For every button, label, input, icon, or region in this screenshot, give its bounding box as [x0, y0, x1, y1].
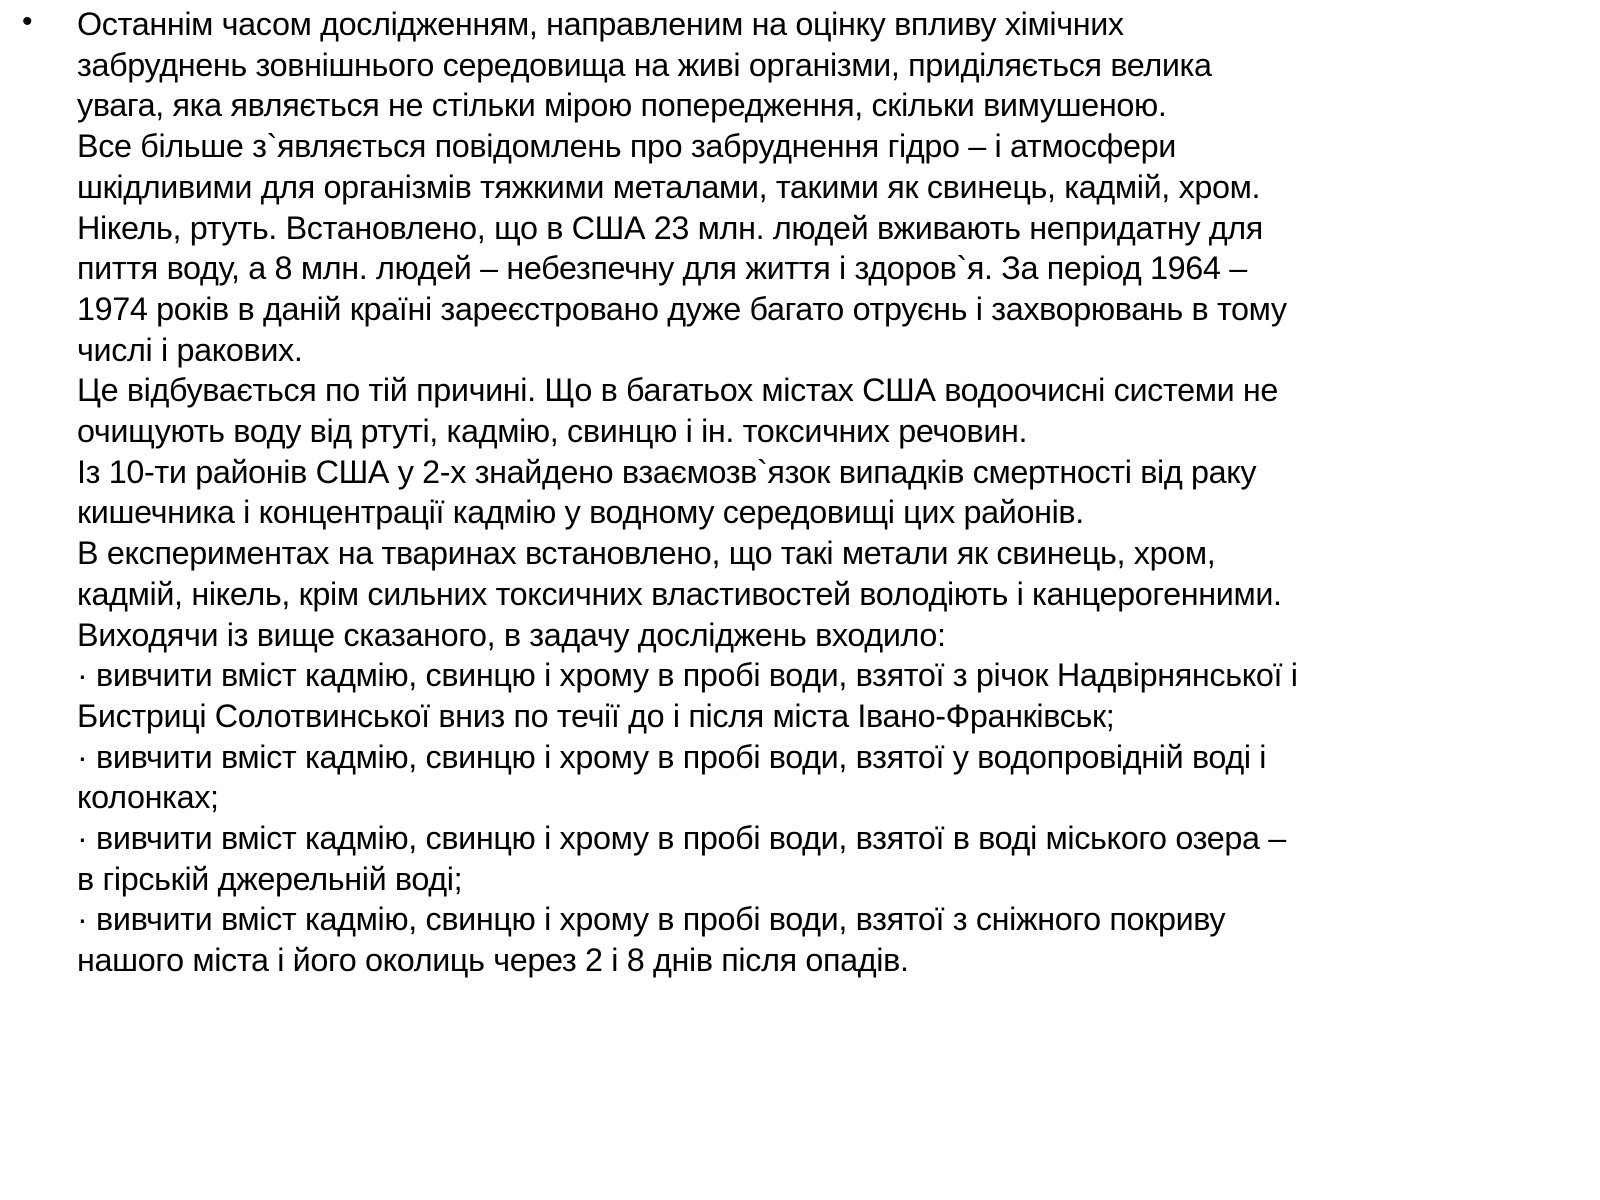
- text-line: Останнім часом дослідженням, направленим на оцінку впливу хімічних: [77, 6, 1124, 42]
- text-line: Із 10-ти районів США у 2-х знайдено взаємозв`язок випадків смертності від раку: [77, 453, 1257, 490]
- text-line: Все більше з`являється повідомлень про забруднення гідро – і атмосфери: [77, 128, 1176, 165]
- text-line: · вивчити вміст кадмію, свинцю і хрому в пробі води, взятої в воді міського озера –: [77, 820, 1286, 857]
- text-line: · вивчити вміст кадмію, свинцю і хрому в пробі води, взятої з річок Надвірнянської і: [77, 657, 1298, 694]
- text-line: увага, яка являється не стільки мірою попередження, скільки вимушеною.: [77, 87, 1167, 124]
- text-line: Нікель, ртуть. Встановлено, що в США 23 млн. людей вживають непридатну для: [77, 209, 1263, 246]
- text-line: Бистриці Солотвинської вниз по течії до і після міста Івано-Франківськ;: [77, 697, 1115, 734]
- text-line: Виходячи із вище сказаного, в задачу досліджень входило:: [77, 616, 946, 653]
- text-line: нашого міста і його околиць через 2 і 8 днів після опадів.: [77, 942, 909, 979]
- text-line: Це відбувається по тій причині. Що в багатьох містах США водоочисні системи не: [77, 372, 1279, 409]
- bullet-marker: •: [22, 5, 33, 38]
- text-line: кадмій, нікель, крім сильних токсичних властивостей володіють і канцерогенними.: [77, 575, 1282, 612]
- text-line: забруднень зовнішнього середовища на живі організми, приділяється велика: [77, 46, 1212, 83]
- text-line: числі і ракових.: [77, 331, 303, 368]
- text-line: в гірській джерельній воді;: [77, 860, 463, 897]
- text-line: 1974 років в даній країні зареєстровано дуже багато отруєнь і захворювань в тому: [77, 290, 1287, 327]
- text-line: · вивчити вміст кадмію, свинцю і хрому в пробі води, взятої з сніжного покриву: [77, 901, 1226, 938]
- text-line: пиття воду, а 8 млн. людей – небезпечну для життя і здоров`я. За період 1964 –: [77, 250, 1247, 287]
- text-line: шкідливими для організмів тяжкими металами, такими як свинець, кадмій, хром.: [77, 168, 1261, 205]
- text-line: колонках;: [77, 779, 219, 816]
- text-line: В експериментах на тваринах встановлено, що такі метали як свинець, хром,: [77, 535, 1216, 572]
- text-line: · вивчити вміст кадмію, свинцю і хрому в пробі води, взятої у водопровідній воді і: [77, 738, 1267, 775]
- text-line: очищують воду від ртуті, кадмію, свинцю і ін. токсичних речовин.: [77, 413, 1028, 450]
- text-line: кишечника і концентрації кадмію у водному середовищі цих районів.: [77, 494, 1084, 531]
- slide-body-text: [77, 4, 1597, 981]
